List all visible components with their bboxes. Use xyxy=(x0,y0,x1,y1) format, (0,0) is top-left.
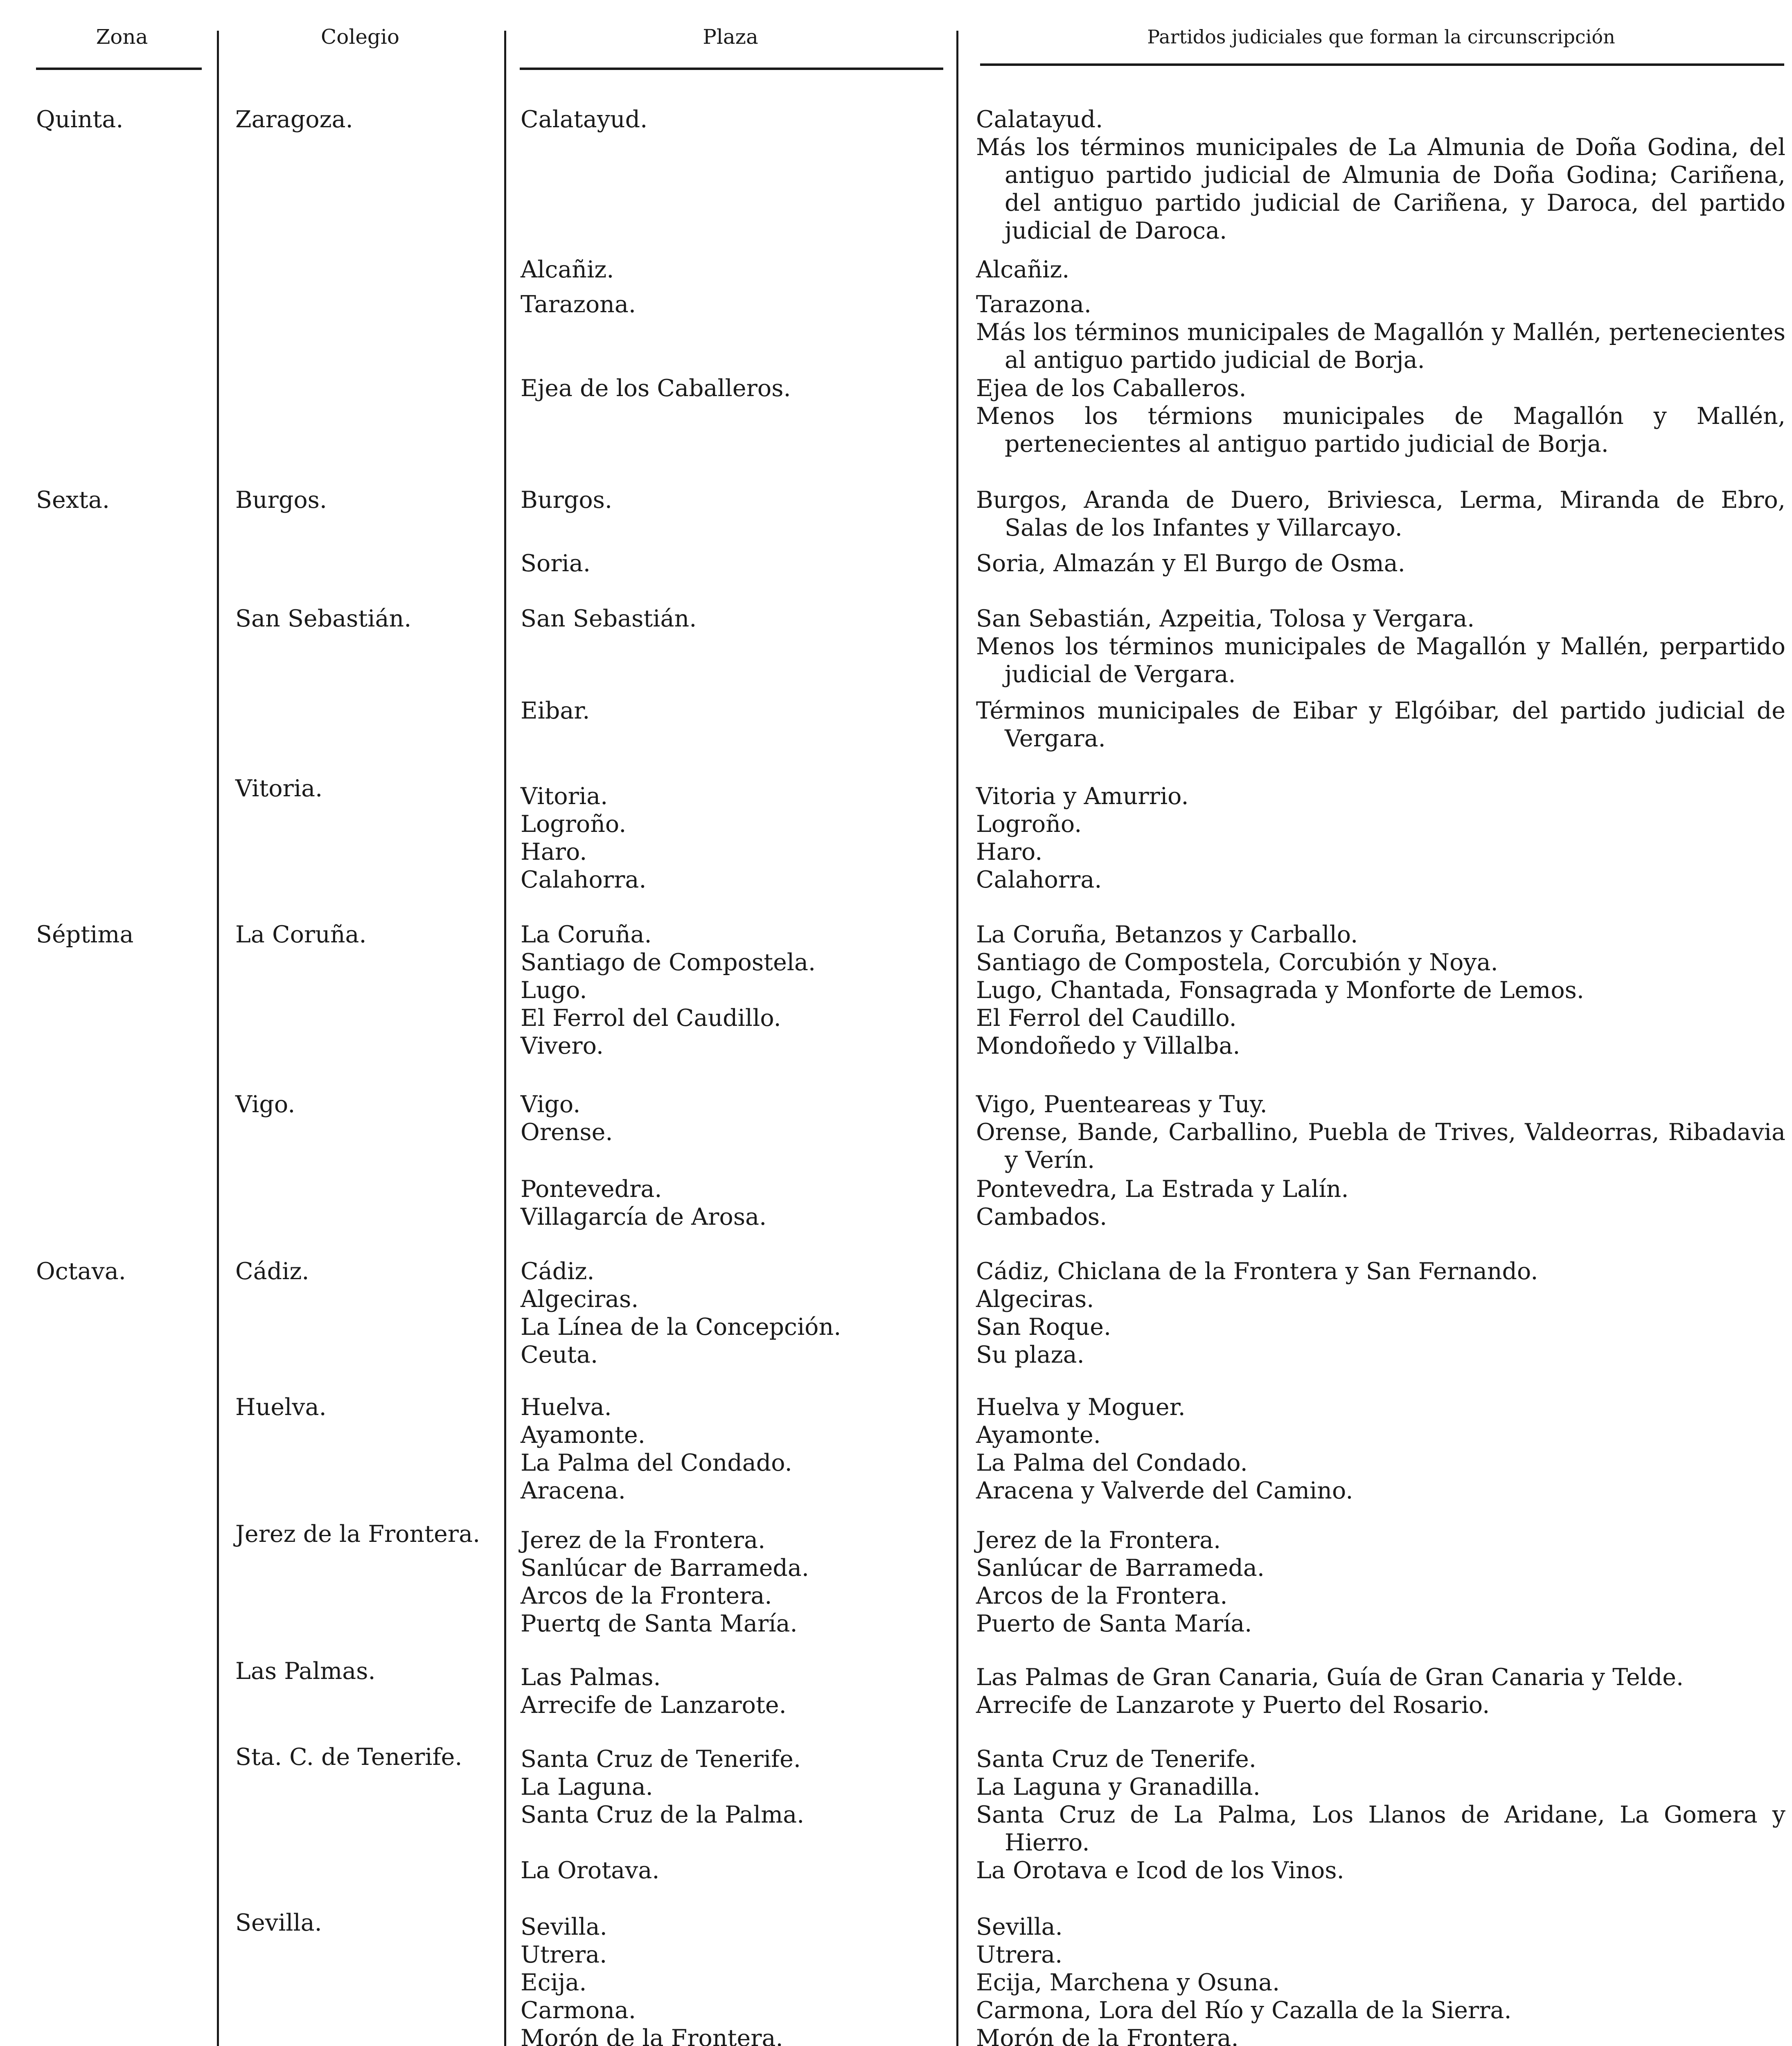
plaza-cell: Soria. xyxy=(521,550,591,577)
partido-text: Ecija, Marchena y Osuna. xyxy=(976,1969,1280,1996)
partidos-cell xyxy=(976,949,1785,976)
partidos-cell xyxy=(976,1857,1785,1884)
partido-text: Soria, Almazán y El Burgo de Osma. xyxy=(976,550,1405,577)
partido-text: Utrera. xyxy=(976,1941,1063,1968)
partido-text: Aracena y Valverde del Camino. xyxy=(976,1477,1353,1504)
partidos-cell xyxy=(976,838,1785,866)
partido-text: Calatayud. xyxy=(976,106,1103,133)
colegio-label: La Coruña. xyxy=(235,921,367,948)
partidos-cell xyxy=(976,106,1785,245)
plaza-cell: Sevilla. xyxy=(521,1913,607,1940)
colegio-label: Sevilla. xyxy=(235,1909,322,1936)
plaza-cell: Pontevedra. xyxy=(521,1176,662,1203)
partido-text: Vitoria y Amurrio. xyxy=(976,783,1189,810)
partidos-cell xyxy=(976,1118,1785,1174)
partidos-cell xyxy=(976,1610,1785,1638)
partidos-cell xyxy=(976,1449,1785,1477)
plaza-cell: Arrecife de Lanzarote. xyxy=(521,1692,787,1719)
partido-text: San Sebastián, Azpeitia, Tolosa y Vergara. xyxy=(976,605,1475,632)
partidos-cell xyxy=(976,1313,1785,1341)
plaza-cell: Algeciras. xyxy=(521,1286,639,1313)
partido-text: Más los términos municipales de Magallón y Mallén, pertenecientes al antiguo partido judicial de Borja. xyxy=(976,319,1785,374)
partidos-cell xyxy=(976,810,1785,838)
colegio-label: Vigo. xyxy=(235,1091,295,1118)
partido-text: Las Palmas de Gran Canaria, Guía de Gran Canaria y Telde. xyxy=(976,1664,1684,1691)
partidos-cell xyxy=(976,1285,1785,1313)
header-rule-zona xyxy=(36,68,202,70)
partido-text: Sevilla. xyxy=(976,1913,1063,1940)
partidos-cell xyxy=(976,1175,1785,1203)
partido-text: La Coruña, Betanzos y Carballo. xyxy=(976,921,1358,948)
header-rule-partidos xyxy=(980,63,1784,66)
plaza-cell: Vitoria. xyxy=(521,783,608,810)
header-colegio: Colegio xyxy=(320,25,400,49)
partido-text: Puerto de Santa María. xyxy=(976,1610,1252,1637)
partidos-cell xyxy=(976,921,1785,949)
header-plaza: Plaza xyxy=(703,25,758,49)
plaza-cell: La Coruña. xyxy=(521,921,652,948)
colegio-label: San Sebastián. xyxy=(235,605,412,632)
colegio-label: Sta. C. de Tenerife. xyxy=(235,1744,462,1771)
partidos-cell xyxy=(976,1393,1785,1421)
partido-text: Morón de la Frontera. xyxy=(976,2025,1239,2046)
partido-text: San Roque. xyxy=(976,1314,1111,1341)
column-divider-1 xyxy=(217,31,219,2046)
partido-text: Menos los términos municipales de Magallón y Mallén, perpartido judicial de Vergara. xyxy=(976,633,1785,688)
partido-text: Ejea de los Caballeros. xyxy=(976,375,1247,402)
plaza-cell: Carmona. xyxy=(521,1997,636,2024)
partido-text: Cambados. xyxy=(976,1203,1107,1230)
partido-text: Cádiz, Chiclana de la Frontera y San Fernando. xyxy=(976,1258,1538,1285)
plaza-cell: Las Palmas. xyxy=(521,1664,661,1691)
partidos-cell xyxy=(976,697,1785,753)
partido-text: Su plaza. xyxy=(976,1341,1084,1368)
plaza-cell: Utrera. xyxy=(521,1941,607,1968)
colegio-label: Las Palmas. xyxy=(235,1658,376,1685)
column-divider-3 xyxy=(956,31,958,2046)
partidos-cell xyxy=(976,550,1785,577)
partidos-cell xyxy=(976,1203,1785,1231)
partido-text: Alcañiz. xyxy=(976,256,1070,283)
partidos-cell xyxy=(976,1663,1785,1691)
plaza-cell: Logroño. xyxy=(521,811,627,838)
colegio-label: Vitoria. xyxy=(235,775,323,802)
partidos-cell xyxy=(976,866,1785,894)
partidos-cell xyxy=(976,1745,1785,1773)
partido-text: Lugo, Chantada, Fonsagrada y Monforte de Lemos. xyxy=(976,977,1585,1004)
plaza-cell: Ceuta. xyxy=(521,1341,598,1368)
partidos-cell xyxy=(976,256,1785,284)
plaza-cell: Vivero. xyxy=(521,1032,604,1059)
partidos-cell xyxy=(976,291,1785,374)
partido-text: Algeciras. xyxy=(976,1286,1094,1313)
partido-text: Más los términos municipales de La Almunia de Doña Godina, del antiguo partido judicial de Almunia de Doña Godina; Cariñena, del antiguo partido judicial de Cariñena, y Daroca, del partido judicial de Daroca. xyxy=(976,134,1785,244)
plaza-cell: Huelva. xyxy=(521,1394,612,1421)
partido-text: Pontevedra, La Estrada y Lalín. xyxy=(976,1176,1349,1203)
column-divider-2 xyxy=(504,31,506,2046)
partido-text: Sanlúcar de Barrameda. xyxy=(976,1555,1265,1582)
partido-text: Ayamonte. xyxy=(976,1422,1101,1449)
plaza-cell: Sanlúcar de Barrameda. xyxy=(521,1555,809,1582)
partido-text: Términos municipales de Eibar y Elgóibar, del partido judicial de Vergara. xyxy=(976,697,1785,752)
partido-text: Haro. xyxy=(976,838,1043,865)
partido-text: Jerez de la Frontera. xyxy=(976,1527,1221,1554)
plaza-cell: Tarazona. xyxy=(521,291,636,318)
partido-text: Vigo, Puenteareas y Tuy. xyxy=(976,1091,1267,1118)
plaza-cell: Ejea de los Caballeros. xyxy=(521,375,791,402)
partidos-cell xyxy=(976,1691,1785,1719)
plaza-cell: Haro. xyxy=(521,838,587,865)
plaza-cell: Santa Cruz de la Palma. xyxy=(521,1801,805,1828)
partidos-cell xyxy=(976,1526,1785,1554)
partidos-cell xyxy=(976,486,1785,542)
partido-text: Tarazona. xyxy=(976,291,1091,318)
plaza-cell: Lugo. xyxy=(521,977,587,1004)
partidos-cell xyxy=(976,1341,1785,1369)
plaza-cell: Santa Cruz de Tenerife. xyxy=(521,1746,801,1773)
partidos-cell xyxy=(976,1554,1785,1582)
colegio-label: Huelva. xyxy=(235,1394,327,1421)
partidos-cell xyxy=(976,1091,1785,1118)
partido-text: Burgos, Aranda de Duero, Briviesca, Lerma, Miranda de Ebro, Salas de los Infantes y Villarcayo. xyxy=(976,487,1785,541)
header-zona: Zona xyxy=(96,25,148,49)
partidos-cell xyxy=(976,782,1785,810)
zona-label: Séptima xyxy=(36,921,134,948)
partidos-cell xyxy=(976,1969,1785,1996)
plaza-cell: La Laguna. xyxy=(521,1773,653,1800)
partidos-cell xyxy=(976,374,1785,458)
plaza-cell: Puertq de Santa María. xyxy=(521,1610,798,1637)
plaza-cell: Orense. xyxy=(521,1119,613,1146)
partidos-cell xyxy=(976,1996,1785,2024)
plaza-cell: Calahorra. xyxy=(521,866,647,893)
partido-text: Santa Cruz de Tenerife. xyxy=(976,1746,1257,1773)
plaza-cell: La Orotava. xyxy=(521,1857,660,1884)
partido-text: Logroño. xyxy=(976,811,1082,838)
partido-text: Orense, Bande, Carballino, Puebla de Trives, Valdeorras, Ribadavia y Verín. xyxy=(976,1119,1785,1174)
plaza-cell: Alcañiz. xyxy=(521,256,614,283)
header-rule-plaza xyxy=(520,68,943,70)
plaza-cell: Ayamonte. xyxy=(521,1422,645,1449)
partidos-cell xyxy=(976,1773,1785,1801)
partido-text: Arcos de la Frontera. xyxy=(976,1582,1228,1609)
plaza-cell: Morón de la Frontera. xyxy=(521,2025,783,2046)
partidos-cell xyxy=(976,1913,1785,1941)
plaza-cell: La Línea de la Concepción. xyxy=(521,1314,841,1341)
plaza-cell: Eibar. xyxy=(521,697,590,724)
colegio-label: Burgos. xyxy=(235,487,327,514)
plaza-cell: El Ferrol del Caudillo. xyxy=(521,1005,781,1032)
partido-text: La Orotava e Icod de los Vinos. xyxy=(976,1857,1344,1884)
partidos-cell xyxy=(976,1801,1785,1857)
partido-text: Calahorra. xyxy=(976,866,1102,893)
partidos-cell xyxy=(976,1941,1785,1969)
partidos-cell xyxy=(976,605,1785,688)
zona-label: Quinta. xyxy=(36,106,124,133)
header-partidos: Partidos judiciales que forman la circunscripción xyxy=(1147,26,1615,48)
zona-label: Octava. xyxy=(36,1258,126,1285)
plaza-cell: Arcos de la Frontera. xyxy=(521,1582,772,1609)
plaza-cell: Calatayud. xyxy=(521,106,648,133)
plaza-cell: Villagarcía de Arosa. xyxy=(521,1203,767,1230)
plaza-cell: Jerez de la Frontera. xyxy=(521,1527,766,1554)
partidos-cell xyxy=(976,1421,1785,1449)
plaza-cell: San Sebastián. xyxy=(521,605,697,632)
plaza-cell: Aracena. xyxy=(521,1477,626,1504)
partido-text: Santa Cruz de La Palma, Los Llanos de Aridane, La Gomera y Hierro. xyxy=(976,1801,1785,1856)
partidos-cell xyxy=(976,2024,1785,2046)
partidos-cell xyxy=(976,1257,1785,1285)
plaza-cell: Burgos. xyxy=(521,487,613,514)
plaza-cell: Cádiz. xyxy=(521,1258,595,1285)
plaza-cell: La Palma del Condado. xyxy=(521,1449,792,1476)
plaza-cell: Vigo. xyxy=(521,1091,581,1118)
partido-text: Arrecife de Lanzarote y Puerto del Rosario. xyxy=(976,1692,1490,1719)
plaza-cell: Santiago de Compostela. xyxy=(521,949,816,976)
partido-text: Mondoñedo y Villalba. xyxy=(976,1032,1240,1059)
partidos-cell xyxy=(976,1004,1785,1032)
plaza-cell: Ecija. xyxy=(521,1969,587,1996)
partido-text: Carmona, Lora del Río y Cazalla de la Sierra. xyxy=(976,1997,1512,2024)
colegio-label: Jerez de la Frontera. xyxy=(235,1521,480,1548)
partidos-cell xyxy=(976,1582,1785,1610)
partido-text: El Ferrol del Caudillo. xyxy=(976,1005,1237,1032)
partidos-cell xyxy=(976,976,1785,1004)
colegio-label: Cádiz. xyxy=(235,1258,309,1285)
colegio-label: Zaragoza. xyxy=(235,106,353,133)
partido-text: La Laguna y Granadilla. xyxy=(976,1773,1260,1800)
partido-text: Huelva y Moguer. xyxy=(976,1394,1186,1421)
partidos-cell xyxy=(976,1032,1785,1060)
partidos-cell xyxy=(976,1477,1785,1505)
partido-text: Santiago de Compostela, Corcubión y Noya. xyxy=(976,949,1498,976)
partido-text: Menos los térmions municipales de Magallón y Mallén, pertenecientes al antiguo partido judicial de Borja. xyxy=(976,403,1785,457)
partido-text: La Palma del Condado. xyxy=(976,1449,1248,1476)
zona-label: Sexta. xyxy=(36,487,110,514)
